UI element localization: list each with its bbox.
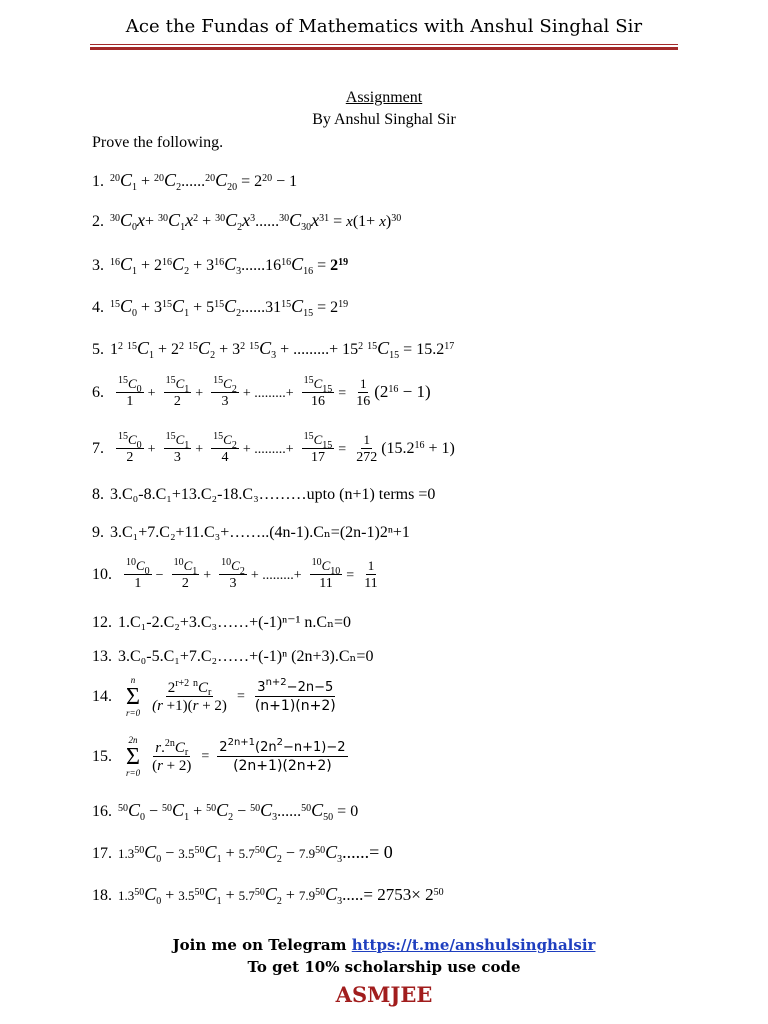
equation: $\frac{^{10}C_0}{1}$ − $\frac{^{10}C_1}{2}$ + $\frac{^{10}C_2}{3}$ + .........+ $\frac{^{10}C_{10}}{11}$ = $\frac{1}{11}$ [126, 556, 378, 591]
problem-17 [92, 842, 393, 863]
problem-7 [92, 432, 455, 467]
problem-18 [92, 884, 444, 905]
problem-text: 3.C₀-8.C₁+13.C₂-18.C₃………upto (n+1) terms =0 [110, 486, 436, 503]
problem-number: 1. [92, 173, 104, 190]
problem-number: 8. [92, 486, 104, 503]
problem-15 [92, 736, 350, 778]
problem-12 [92, 612, 351, 632]
problem-6 [92, 376, 431, 411]
problem-8 [92, 486, 435, 504]
problem-number: 4. [92, 299, 104, 316]
problem-number: 9. [92, 524, 104, 541]
equation: $1.3^{50}C_0 + 3.5^{50}C_1 + 5.7^{50}C_2 + 7.9^{50}C_3.....= 2753\times 2^{50}$ [118, 884, 444, 907]
intro-text: Prove the following. [92, 134, 224, 151]
scholarship-text: To get 10% scholarship use code [247, 958, 521, 976]
problem-9 [92, 522, 410, 542]
problem-1 [92, 170, 297, 191]
problem-14 [92, 676, 340, 718]
equation: $1^2$ $^{15}C_1 + 2^2$ $^{15}C_2 + 3^2$ $^{15}C_3$ + .........+ $15^2$ $^{15}C_{15} = 15.2^{17}$ [110, 338, 455, 361]
problem-10 [92, 558, 382, 593]
assignment-heading: Assignment [345, 89, 423, 106]
problem-number: 3. [92, 257, 104, 274]
problem-number: 10. [92, 566, 112, 584]
problem-number: 12. [92, 614, 112, 631]
problem-number: 6. [92, 384, 104, 402]
problem-number: 2. [92, 213, 104, 230]
telegram-prefix: Join me on Telegram [172, 936, 352, 954]
problem-text: 3.C₁+7.C₂+11.C₃+……..(4n-1).Cₙ=(2n-1)2ⁿ+1 [110, 524, 410, 541]
problem-number: 16. [92, 803, 112, 820]
equation: $^{15}C_0 + 3^{15}C_1 + 5^{15}C_2......31^{15}C_{15} = 2^{19}$ [110, 296, 349, 319]
problem-number: 7. [92, 440, 104, 458]
problem-5 [92, 338, 454, 359]
coupon-code: ASMJEE [335, 982, 433, 1007]
equation: $^{20}C_1 + ^{20}C_2......^{20}C_{20} = 2^{20} - 1$ [110, 170, 298, 193]
header-rule-thin [90, 44, 678, 45]
problem-2 [92, 210, 401, 231]
telegram-link[interactable]: https://t.me/anshulsinghalsir [351, 936, 596, 954]
assignment-byline: By Anshul Singhal Sir [312, 111, 456, 128]
page-header: Ace the Fundas of Mathematics with Anshul Singhal Sir [125, 16, 643, 37]
problem-number: 17. [92, 845, 112, 862]
equation: $\frac{^{15}C_0}{1}$ + $\frac{^{15}C_1}{2}$ + $\frac{^{15}C_2}{3}$ + .........+ $\frac{^{15}C_{15}}{16}$ = $\frac{1}{16}$ $(2^{16} - 1)$ [118, 374, 431, 409]
problem-number: 18. [92, 887, 112, 904]
equation: $1.3^{50}C_0 - 3.5^{50}C_1 + 5.7^{50}C_2 - 7.9^{50}C_3......= 0$ [118, 842, 393, 865]
equation: n Σ r=0 $\frac{2^{r+2} ^nC_r}{(r +1)(r + 2)}$ = $\frac{3^{n+2}-2n-5}{(n+1)(n+2)}$ [126, 675, 336, 718]
telegram-line [0, 936, 768, 954]
equation: $\frac{^{15}C_0}{2}$ + $\frac{^{15}C_1}{3}$ + $\frac{^{15}C_2}{4}$ + .........+ $\frac{^{15}C_{15}}{17}$ = $\frac{1}{272}$ $(15.2^{16} + 1)$ [118, 430, 455, 465]
problem-number: 5. [92, 341, 104, 358]
header-rule-thick [90, 47, 678, 50]
problem-number: 13. [92, 648, 112, 665]
problem-text: 3.C₀-5.C₁+7.C₂……+(-1)ⁿ (2n+3).Cₙ=0 [118, 648, 374, 665]
problem-3 [92, 254, 348, 275]
problem-13 [92, 646, 373, 666]
equation: $^{30}C_0x+ ^{30}C_1x^2 + ^{30}C_2x^3......^{30}C_{30}x^{31} = x(1+ x)^{30}$ [110, 210, 402, 233]
problem-4 [92, 296, 348, 317]
problem-text: 1.C₁-2.C₂+3.C₃……+(-1)ⁿ⁻¹ n.Cₙ=0 [118, 614, 352, 631]
equation: $^{50}C_0 - ^{50}C_1 + ^{50}C_2 - ^{50}C_3......^{50}C_{50} = 0$ [118, 800, 359, 823]
problem-number: 14. [92, 687, 112, 705]
equation: 2n Σ r=0 $\frac{r.^{2n}C_r}{(r + 2)}$ = $\frac{2^{2n+1}(2n^2-n+1)-2}{(2n+1)(2n+2)}$ [126, 735, 346, 778]
problem-number: 15. [92, 747, 112, 765]
equation: $^{16}C_1 + 2^{16}C_2 + 3^{16}C_3......16^{16}C_{16} = 2^{19}$ [110, 254, 349, 277]
problem-16 [92, 800, 358, 821]
